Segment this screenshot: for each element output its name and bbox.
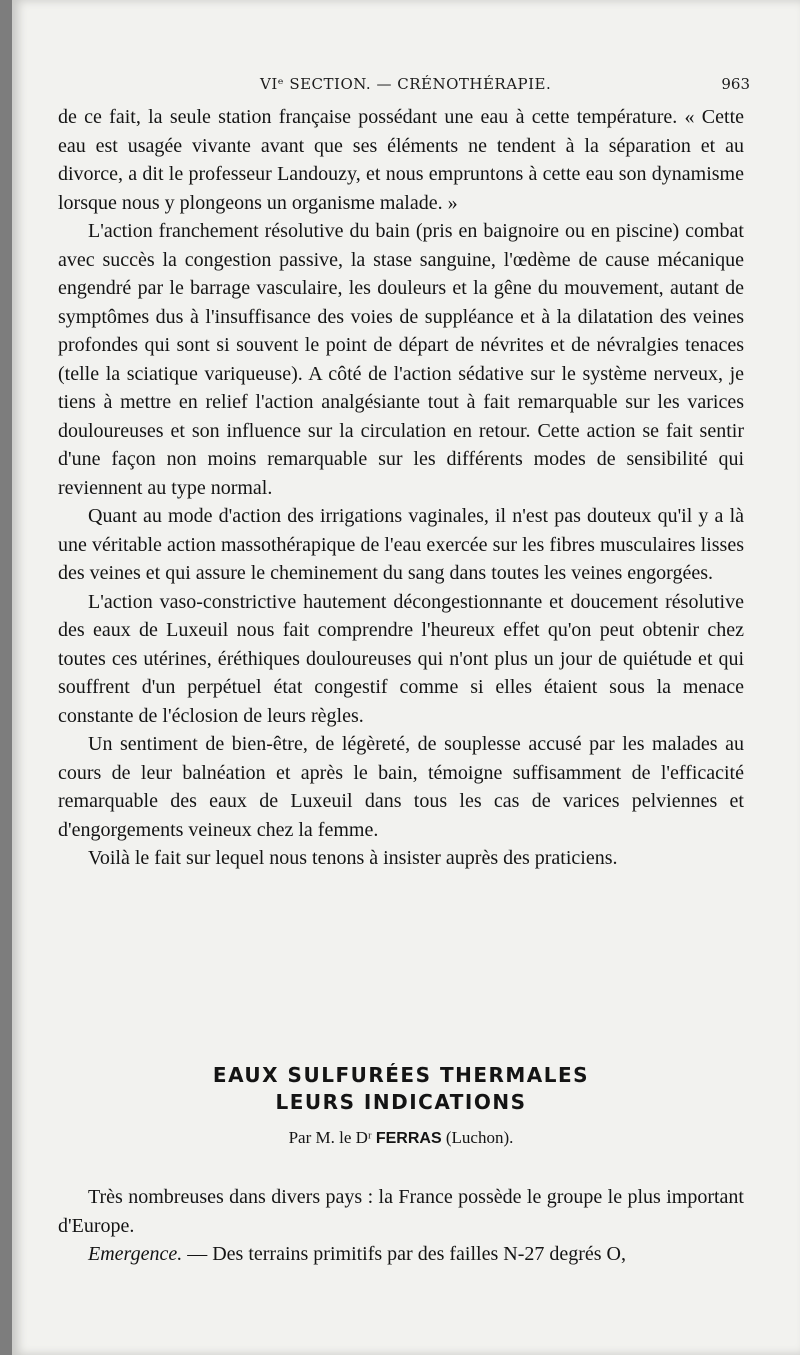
emergence-lead: Emergence. [88,1243,183,1265]
author-line [58,1128,744,1148]
running-header [12,72,800,98]
author-place: (Luchon). [445,1128,514,1147]
author-prefix: Par M. le Dʳ [288,1128,372,1147]
main-body-text [58,103,744,873]
page-number: 963 [721,75,750,93]
emergence-paragraph [58,1240,744,1269]
emergence-text: — Des terrains primitifs par des failles N-27 degrés O, [182,1243,626,1265]
paragraph: Quant au mode d'action des irrigations vaginales, il n'est pas douteux qu'il y a là une véritable action massothérapique de l'eau exercée sur les fibres musculaires lisses des veines et qui assure le cheminement du sang dans toutes les veines engorgées. [58,505,744,584]
section-title: EAUX SULFURÉES THERMALES [212,1063,590,1087]
page-sheet [12,0,800,1355]
author-name: FERRAS [375,1130,442,1147]
paragraph: Un sentiment de bien-être, de légèreté, de souplesse accusé par les malades au cours de leur balnéation et après le bain, témoigne suffisamment de l'efficacité remarquable des eaux de Luxeuil dans tous les cas de varices pelviennes et d'engorgements veineux chez la femme. [58,733,744,841]
paragraph: de ce fait, la seule station française possédant une eau à cette température. « Cette eau est usagée vivante avant que ses éléments ne tendent à la séparation et au divorce, a dit le professeur Landouzy, et nous empruntons à cette eau son dynamisme lorsque nous y plongeons un organisme malade. » [58,106,744,214]
paragraph: L'action vaso-constrictive hautement décongestionnante et doucement résolutive des eaux de Luxeuil nous fait comprendre l'heureux effet qu'on peut obtenir chez toutes ces utérines, éréthiques douloureuses qui n'ont plus un jour de quiétude et qui souffrent d'un perpétuel état congestif comme si elles étaient sous la menace constante de l'éclosion de leurs règles. [58,590,744,727]
section-subtitle: LEURS INDICATIONS [275,1090,527,1114]
paragraph: Très nombreuses dans divers pays : la France possède le groupe le plus important d'Europe. [58,1186,744,1237]
running-title: VIᵉ SECTION. — CRÉNOTHÉRAPIE. [260,75,552,93]
section-body-text [58,1183,744,1269]
paragraph: L'action franchement résolutive du bain (pris en baignoire ou en piscine) combat avec succès la congestion passive, la stase sanguine, l'œdème de cause mécanique engendré par le barrage vasculaire, les douleurs et la gêne du mouvement, autant de symptômes dus à l'insuffisance des voies de suppléance et à la dilatation des veines profondes qui sont si souvent le point de départ de névrites et de névralgies tenaces (telle la sciatique variqueuse). A côté de l'action sédative sur le système nerveux, je tiens à mettre en relief l'action analgésiante tout à fait remarquable sur les varices douloureuses et son influence sur la circulation en retour. Cette action se fait sentir d'une façon non moins remarquable sur les différents modes de sensibilité qui reviennent au type normal. [58,220,744,499]
paragraph: Voilà le fait sur lequel nous tenons à insister auprès des praticiens. [88,847,618,869]
